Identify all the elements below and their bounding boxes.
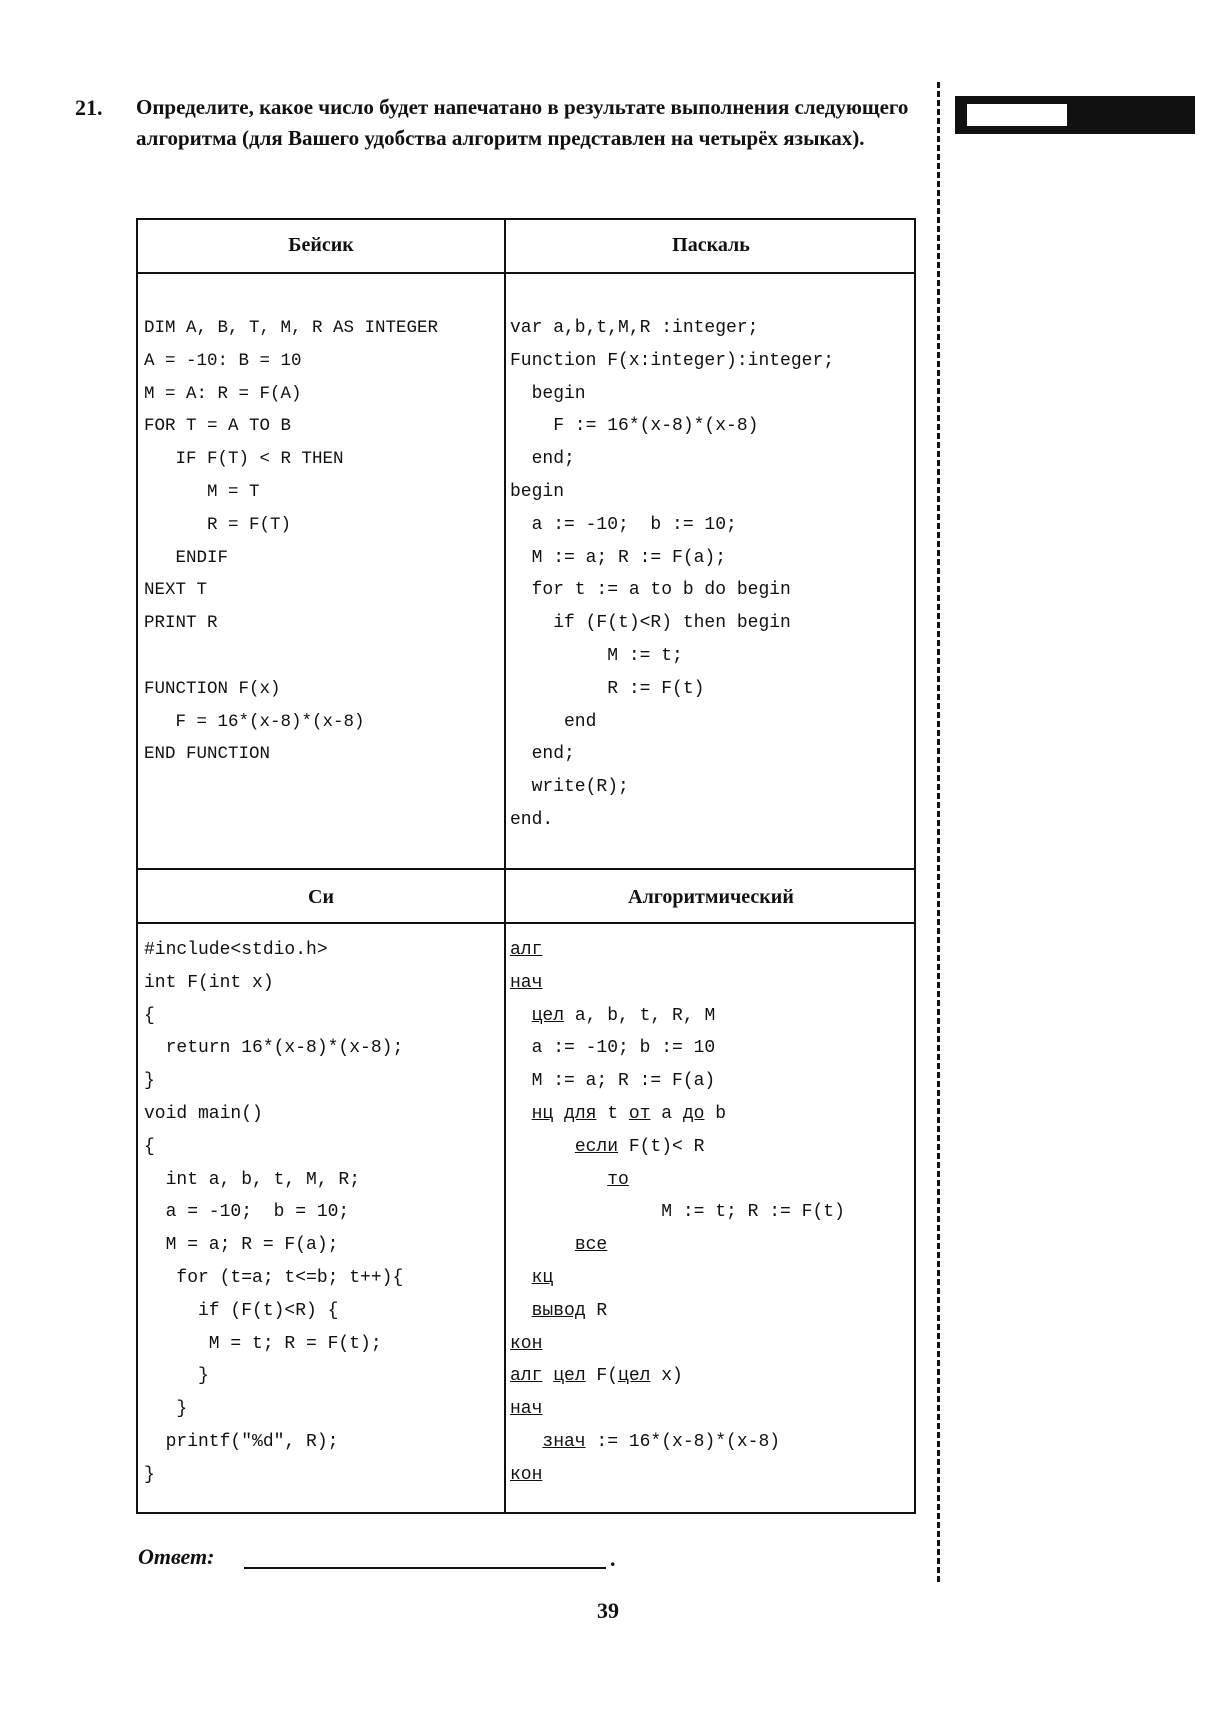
- algo-line-12: R: [585, 1300, 608, 1321]
- algo-var-a: a: [650, 1103, 683, 1124]
- basic-code-line: NEXT T: [144, 580, 208, 601]
- algo-code: [510, 934, 845, 1492]
- algo-kw-ot: от: [628, 1103, 651, 1124]
- algo-line-13: кон: [510, 1333, 543, 1354]
- basic-code-line: END FUNCTION: [144, 744, 271, 765]
- c-code: [144, 934, 403, 1492]
- algo-line-15: нач: [510, 1399, 543, 1420]
- algo-kw-vse: все: [574, 1235, 608, 1256]
- answer-input-line[interactable]: [244, 1567, 606, 1569]
- pascal-code-line: end;: [510, 744, 575, 765]
- pascal-code-line: begin: [510, 383, 586, 404]
- question-number: 21.: [75, 95, 103, 120]
- algo-kw-cel3: цел: [618, 1366, 651, 1387]
- algo-kw-cel2: цел: [553, 1366, 586, 1387]
- c-code-line: int F(int x): [144, 972, 274, 993]
- algo-line-4: a := -10; b := 10: [510, 1038, 716, 1059]
- algo-kw-do: до: [682, 1103, 705, 1124]
- pascal-code-line: if (F(t)<R) then begin: [510, 613, 791, 634]
- c-code-line: {: [144, 1136, 155, 1157]
- algo-line-3: a, b, t, R, M: [564, 1005, 716, 1026]
- algo-kw-znach: знач: [542, 1431, 586, 1452]
- pascal-code-line: F := 16*(x-8)*(x-8): [510, 416, 759, 437]
- algo-kw-cel: цел: [531, 1005, 565, 1026]
- c-code-line: }: [144, 1366, 209, 1387]
- pascal-code-line: a := -10; b := 10;: [510, 514, 737, 535]
- algo-kw-to: то: [607, 1169, 629, 1190]
- algo-kw-alg: алг: [510, 1366, 543, 1387]
- algo-line-17: кон: [510, 1464, 543, 1485]
- basic-header: Бейсик: [288, 234, 354, 256]
- c-code-line: M = t; R = F(t);: [144, 1333, 382, 1354]
- page-number: 39: [597, 1598, 619, 1623]
- algo-line-9: M := t; R := F(t): [661, 1202, 845, 1223]
- basic-code-line: ENDIF: [144, 547, 229, 568]
- c-code-line: void main(): [144, 1103, 263, 1124]
- algo-kw-vyvod: вывод: [531, 1300, 586, 1321]
- algo-header: Алгоритмический: [628, 886, 794, 908]
- pascal-code-line: M := t;: [510, 645, 683, 666]
- basic-code-line: A = -10: B = 10: [144, 350, 302, 371]
- c-code-line: a = -10; b = 10;: [144, 1202, 350, 1223]
- basic-code-line: F = 16*(x-8)*(x-8): [144, 711, 365, 732]
- algo-line-16: := 16*(x-8)*(x-8): [585, 1431, 781, 1452]
- pascal-code-line: end.: [510, 809, 554, 830]
- section-rule: [138, 868, 914, 870]
- basic-code-line: R = F(T): [144, 514, 292, 535]
- algo-line-2: нач: [510, 972, 543, 993]
- column-divider: [504, 220, 506, 1512]
- c-code-line: if (F(t)<R) {: [144, 1300, 339, 1321]
- header-rule-top: [138, 272, 914, 274]
- basic-code-line: FOR T = A TO B: [144, 416, 292, 437]
- basic-code-line: M = T: [144, 481, 260, 502]
- c-code-line: int a, b, t, M, R;: [144, 1169, 361, 1190]
- pascal-code-line: end;: [510, 449, 575, 470]
- algo-line-5: M := a; R := F(a): [510, 1071, 716, 1092]
- answer-dot: .: [610, 1546, 616, 1571]
- basic-code: [144, 312, 438, 771]
- c-code-line: }: [144, 1399, 188, 1420]
- c-code-line: for (t=a; t<=b; t++){: [144, 1267, 404, 1288]
- c-code-line: #include<stdio.h>: [144, 940, 328, 960]
- cut-line: [937, 82, 940, 1582]
- header-rule-bottom: [138, 922, 914, 924]
- c-header: Си: [308, 886, 334, 908]
- basic-code-line: PRINT R: [144, 613, 218, 634]
- pascal-code-line: for t := a to b do begin: [510, 580, 791, 601]
- algo-param-x: x): [650, 1366, 683, 1387]
- c-code-line: }: [144, 1071, 155, 1092]
- pascal-code: [510, 312, 834, 837]
- answer-label: Ответ:: [138, 1544, 215, 1569]
- pascal-code-line: Function F(x:integer):integer;: [510, 350, 835, 371]
- c-code-line: printf("%d", R);: [144, 1431, 339, 1452]
- c-code-line: M = a; R = F(a);: [144, 1235, 339, 1256]
- basic-code-line: IF F(T) < R THEN: [144, 449, 344, 470]
- pascal-code-line: begin: [510, 481, 565, 502]
- answer-box-field[interactable]: [967, 104, 1067, 126]
- c-code-line: return 16*(x-8)*(x-8);: [144, 1038, 404, 1059]
- algo-func-f: F(: [585, 1366, 619, 1387]
- basic-code-line: DIM A, B, T, M, R AS INTEGER: [144, 318, 439, 338]
- pascal-code-line: write(R);: [510, 777, 629, 798]
- algo-kw-kc: кц: [531, 1267, 554, 1288]
- algo-kw-esli: если: [574, 1136, 619, 1157]
- pascal-code-line: end: [510, 711, 597, 732]
- c-code-line: {: [144, 1005, 155, 1026]
- algo-line-1: алг: [510, 940, 543, 960]
- pascal-code-line: M := a; R := F(a);: [510, 547, 727, 568]
- basic-code-line: FUNCTION F(x): [144, 678, 281, 699]
- pascal-header: Паскаль: [672, 234, 750, 256]
- c-code-line: }: [144, 1464, 155, 1485]
- pascal-code-line: R := F(t): [510, 678, 705, 699]
- code-table: [136, 218, 916, 1514]
- algo-kw-nc: нц: [531, 1103, 554, 1124]
- question-text: Определите, какое число будет напечатано в результате выполнения следующего алгоритма (для Вашего удобства алгоритм представлен на четырёх языках).: [136, 95, 909, 150]
- basic-code-line: M = A: R = F(A): [144, 383, 302, 404]
- answer-box: [955, 96, 1195, 134]
- pascal-code-line: var a,b,t,M,R :integer;: [510, 318, 759, 338]
- algo-kw-dlya: для: [564, 1103, 597, 1124]
- algo-var-t: t: [596, 1103, 629, 1124]
- algo-var-b: b: [704, 1103, 727, 1124]
- algo-line-7: F(t)< R: [618, 1136, 705, 1157]
